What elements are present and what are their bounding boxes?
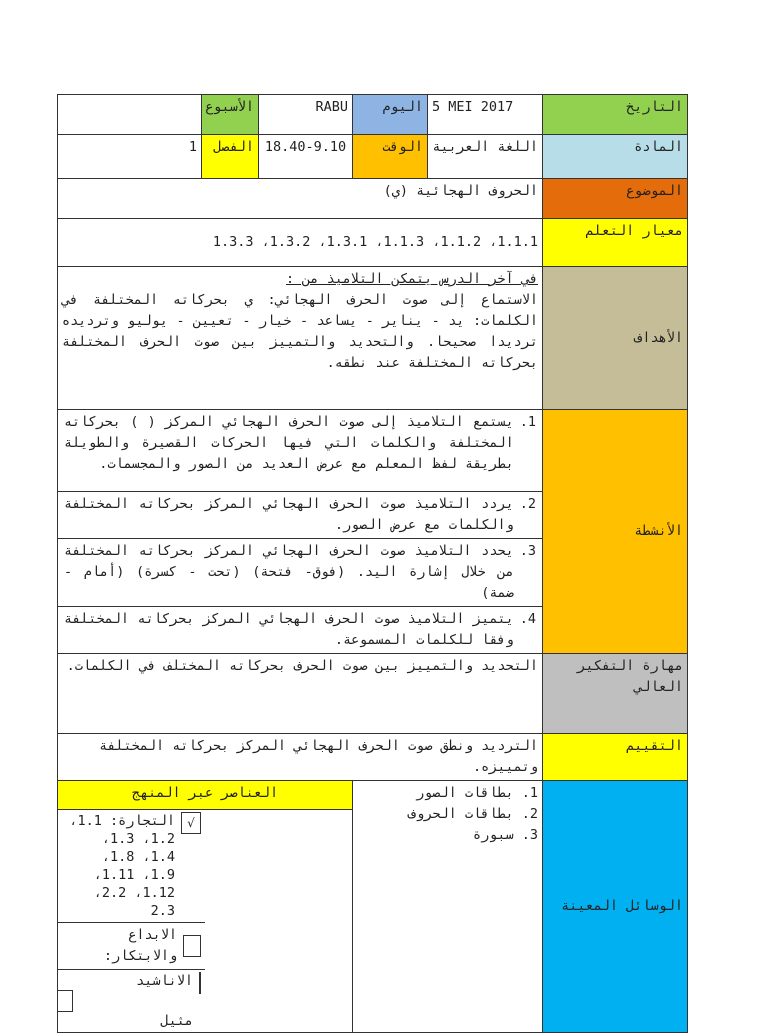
week-value — [58, 95, 202, 135]
activity-item: 4. يتميز التلاميذ صوت الحرف الهجائي المركز بحركاته المختلفة وفقا للكلمات المسموعة. — [58, 607, 543, 654]
date-label: التاريخ — [543, 95, 688, 135]
cross-curricular-table — [58, 781, 352, 1032]
day-value: RABU — [259, 95, 353, 135]
hots-value: التحديد والتمييز بين صوت الحرف بحركاته المختلف في الكلمات. — [58, 654, 543, 734]
standard-value: 1.1.1، 1.1.2، 1.1.3، 1.3.1، 1.3.2، 1.3.3 — [58, 219, 543, 267]
songs-extra-label: مثيل — [160, 1012, 193, 1029]
topic-label: الموضوع — [543, 179, 688, 219]
creativity-label: الابداع والابتكار: — [103, 926, 178, 964]
material-item: 3. سبورة — [472, 827, 538, 843]
time-value: 18.40-9.10 — [259, 135, 353, 179]
cross-curricular-header: العناصر عبر المنهج — [58, 781, 352, 809]
class-value: 1 — [58, 135, 202, 179]
class-label: الفصل — [202, 135, 259, 179]
commerce-value: 1.1، 1.2، 1.3، 1.4، 1.8، 1.9، 1.11، 1.12، 2.2، 2.3 — [69, 812, 175, 919]
subject-row — [58, 135, 688, 179]
lesson-plan-table — [57, 94, 688, 1033]
subject-label: المادة — [543, 135, 688, 179]
standard-row — [58, 219, 688, 267]
cross-row-songs — [58, 969, 205, 1032]
materials-row — [58, 781, 688, 1033]
songs-label: الاناشيد — [136, 972, 193, 989]
week-label: الأسبوع — [202, 95, 259, 135]
cross-row-creativity — [58, 922, 205, 969]
activity-item: 3. يحدد التلاميذ صوت الحرف الهجائي المركز بحركاته المختلفة من خلال إشارة اليد. (فوق- فتحة) (تحت - كسرة) (أمام - ضمة) — [58, 539, 543, 607]
cross-row-commerce — [58, 809, 205, 922]
hots-label: مهارة التفكير العالي — [543, 654, 688, 734]
material-item: 1. بطاقات الصور — [416, 785, 538, 801]
assessment-value: الترديد ونطق صوت الحرف الهجائي المركز بحركاته المختلفة وتمييزه. — [58, 734, 543, 781]
activity-item: 2. يردد التلاميذ صوت الحرف الهجائي المركز بحركاته المختلفة والكلمات مع عرض الصور. — [58, 492, 543, 539]
topic-row — [58, 179, 688, 219]
objectives-text: الاستماع إلى صوت الحرف الهجائي: ي بحركاته المختلفة في الكلمات: يد - يناير - يساعد - خيار - تعيين - يوليو وترديده ترديدا صحيحا. والتحديد والتمييز بين صوت الحرف المختلفة بحركاته المختلفة عند نطقه. — [62, 292, 538, 371]
day-label: اليوم — [353, 95, 428, 135]
activities-label: الأنشطة — [543, 410, 688, 654]
materials-value — [353, 781, 543, 1033]
header-row — [58, 95, 688, 135]
commerce-checkbox[interactable]: √ — [181, 812, 201, 834]
activity-item: 1. يستمع التلاميذ إلى صوت الحرف الهجائي المركز ( ) بحركاته المختلفة والكلمات التي فيها الحركات القصيرة والطويلة بطريقة لفظ المعلم مع عرض العديد من الصور والمجسمات. — [58, 410, 543, 492]
topic-value: الحروف الهجائية (ي) — [58, 179, 543, 219]
material-item: 2. بطاقات الحروف — [407, 806, 538, 822]
objectives-cell — [58, 267, 543, 410]
subject-value: اللغة العربية — [428, 135, 543, 179]
standard-label: معيار التعلم — [543, 219, 688, 267]
songs-extra-checkbox[interactable] — [58, 990, 73, 1012]
time-label: الوقت — [353, 135, 428, 179]
hots-row — [58, 654, 688, 734]
cross-curricular-cell — [58, 781, 353, 1033]
objectives-label: الأهداف — [543, 267, 688, 410]
objectives-intro: في آخر الدرس يتمكن التلاميذ من : — [286, 271, 538, 287]
objectives-row — [58, 267, 688, 410]
commerce-label: التجارة: — [109, 812, 175, 829]
assessment-row — [58, 734, 688, 781]
materials-label: الوسائل المعينة — [543, 781, 688, 1033]
assessment-label: التقييم — [543, 734, 688, 781]
activity-row-1 — [58, 410, 688, 492]
creativity-checkbox[interactable] — [183, 935, 201, 957]
songs-checkbox[interactable] — [199, 972, 201, 994]
date-value: 5 MEI 2017 — [428, 95, 543, 135]
